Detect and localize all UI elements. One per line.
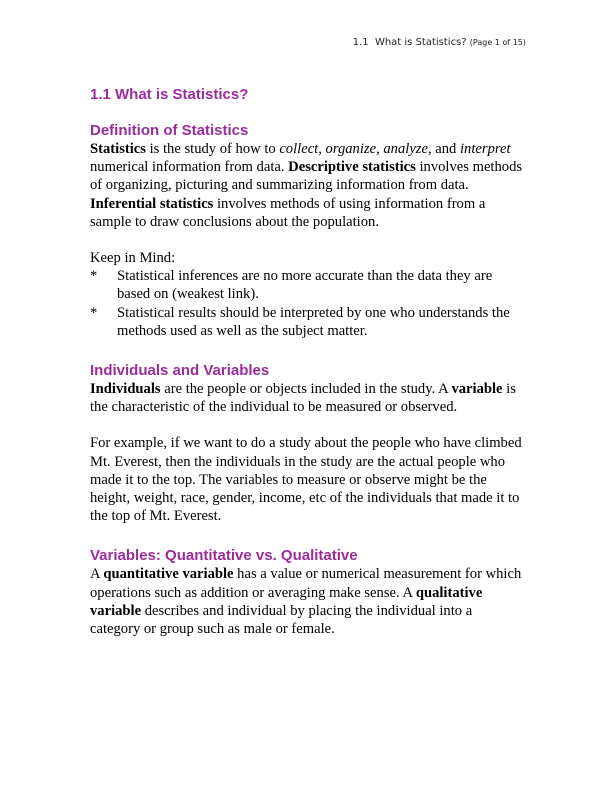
variables-paragraph: A quantitative variable has a value or numerical measurement for which operations such as addition or averaging make sense. A qualitative variable describes and individual by placing the individual into a category or group such as male or female. bbox=[90, 566, 522, 638]
header-page-info: (Page 1 of 15) bbox=[469, 38, 526, 47]
list-item: * Statistical inferences are no more accurate than the data they are based on (weakest link). bbox=[90, 268, 493, 303]
bullet-star: * bbox=[90, 268, 98, 285]
definition-paragraph: Statistics is the study of how to collect, organize, analyze, and interpret numerical information from data. Descriptive statistics involves methods of organizing, picturing and summarizing information from data. Inferential statistics involves methods of using information from a sample to draw conclusions about the population. bbox=[90, 141, 523, 230]
header-title: What is Statistics? bbox=[374, 37, 467, 48]
document-body bbox=[90, 86, 526, 638]
page-title: 1.1 What is Statistics? bbox=[90, 86, 249, 103]
variables-heading: Variables: Quantitative vs. Qualitative bbox=[90, 547, 358, 565]
keep-in-mind-label: Keep in Mind: bbox=[90, 250, 176, 267]
page-header bbox=[353, 37, 526, 48]
definition-heading: Definition of Statistics bbox=[90, 122, 249, 139]
individuals-heading: Individuals and Variables bbox=[90, 362, 270, 380]
example-paragraph: For example, if we want to do a study about the people who have climbed Mt. Everest, then the individuals in the study are the actual people who made it to the top. The variables to measure or observe might be the height, weight, race, gender, income, etc of the individuals that made it to the top of Mt. Everest. bbox=[90, 435, 522, 525]
list-item: * Statistical results should be interpreted by one who understands the methods used as well as the subject matter. bbox=[90, 304, 510, 339]
header-section: 1.1 bbox=[352, 37, 369, 48]
individuals-paragraph: Individuals are the people or objects included in the study. A variable is the characteristic of the individual to be measured or observed. bbox=[90, 381, 516, 416]
bullet-star: * bbox=[90, 304, 98, 321]
keep-in-mind-list bbox=[90, 267, 526, 340]
